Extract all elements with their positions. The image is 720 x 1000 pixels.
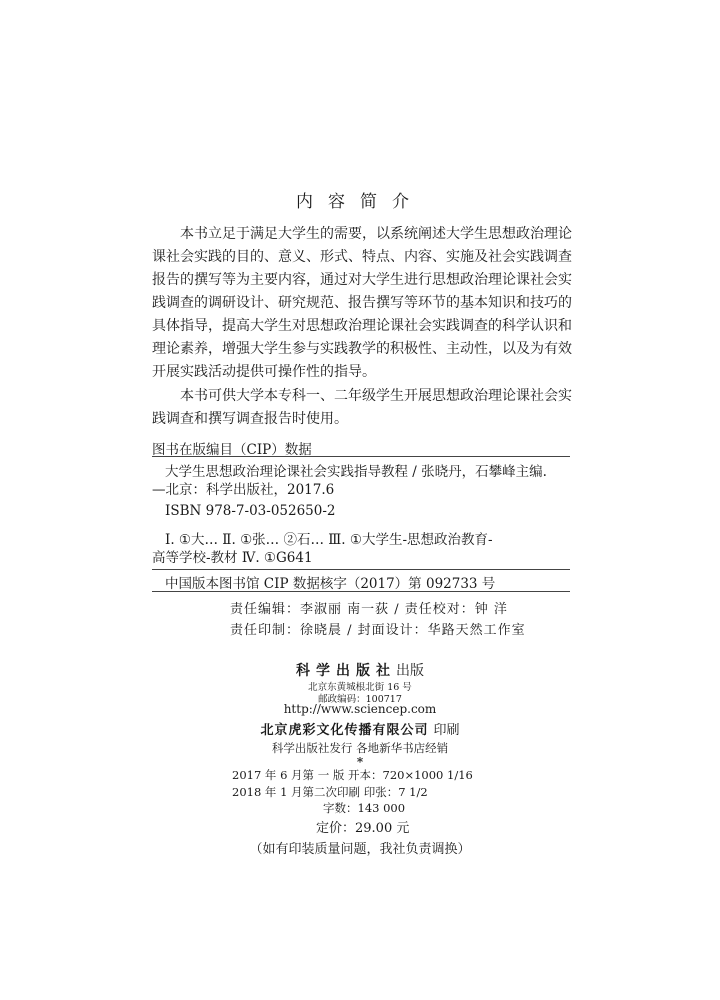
- cip-bottom-rule: [152, 591, 570, 592]
- printer-line: [0, 719, 720, 738]
- price: 定价：29.00 元: [316, 821, 410, 836]
- staff-editors: 责任编辑：李淑丽 南一荻 / 责任校对：钟 洋: [230, 602, 508, 617]
- staff-production: 责任印制：徐晓晨 / 封面设计：华路天然工作室: [230, 623, 526, 638]
- page-title: 内容简介: [296, 192, 424, 212]
- publisher-suffix: 出版: [396, 663, 424, 679]
- cip-top-rule: [152, 456, 570, 457]
- quality-notice: （如有印装质量问题，我社负责调换）: [249, 842, 471, 857]
- cip-publisher-line: —北京：科学出版社，2017.6: [152, 482, 335, 498]
- intro-paragraph-1: [152, 223, 572, 384]
- intro-paragraph-2-text: 本书可供大学本专科一、二年级学生开展思想政治理论课社会实践调查和撰写调查报告时使用。: [152, 388, 572, 427]
- cip-classification-line-1: Ⅰ. ①大… Ⅱ. ①张… ②石… Ⅲ. ①大学生-思想政治教育-: [165, 532, 493, 548]
- edition-line-2: 2018 年 1 月第二次印刷 印张：7 1/2: [232, 785, 428, 799]
- edition-line-1: 2017 年 6 月第 一 版 开本：720×1000 1/16: [232, 768, 473, 782]
- printer-name: 北京虎彩文化传播有限公司: [260, 723, 429, 738]
- publisher-line: [0, 660, 720, 680]
- publisher-url: http://www.sciencep.com: [283, 702, 437, 716]
- publisher-postcode: 邮政编码：100717: [318, 694, 402, 705]
- publisher-address: 北京东黄城根北街 16 号: [308, 682, 412, 693]
- cip-record-number: 中国版本图书馆 CIP 数据核字（2017）第 092733 号: [165, 576, 496, 592]
- separator-star: *: [356, 755, 364, 769]
- printer-suffix: 印刷: [433, 723, 460, 738]
- word-count: 字数：143 000: [323, 801, 406, 815]
- intro-paragraph-1-text: 本书立足于满足大学生的需要，以系统阐述大学生思想政治理论课社会实践的目的、意义、形式、特点、内容、实施及社会实践调查报告的撰写等为主要内容，通过对大学生进行思想政治理论课社会实践调查的调研设计、研究规范、报告撰写等环节的基本知识和技巧的具体指导，提高大学生对思想政治理论课社会实践调查的科学认识和理论素养，增强大学生参与实践教学的积极性、主动性，以及为有效开展实践活动提供可操作性的指导。: [152, 226, 572, 380]
- cip-title-line: 大学生思想政治理论课社会实践指导教程 / 张晓丹，石攀峰主编.: [165, 464, 547, 480]
- cip-classification-line-2: 高等学校-教材 Ⅳ. ①G641: [152, 550, 313, 566]
- distribution-line: 科学出版社发行 各地新华书店经销: [271, 741, 449, 755]
- cip-isbn: ISBN 978-7-03-052650-2: [165, 503, 336, 519]
- cip-mid-rule: [152, 569, 570, 570]
- intro-paragraph-2: [152, 385, 572, 431]
- publisher-name: 科学出版社: [296, 663, 396, 679]
- cip-heading: 图书在版编目（CIP）数据: [152, 442, 312, 458]
